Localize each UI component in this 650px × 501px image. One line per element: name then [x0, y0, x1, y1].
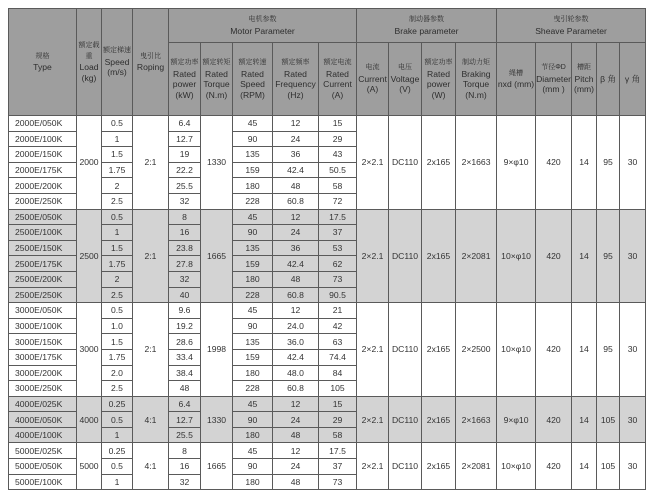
speed-cell: 0.5 — [102, 459, 133, 475]
beta-angle-cell: 95 — [597, 116, 620, 210]
rated-frequency-cell: 42.4 — [273, 256, 319, 272]
rated-frequency-cell: 12 — [273, 209, 319, 225]
rated-power-cell: 32 — [169, 271, 201, 287]
rated-current-cell: 74.4 — [319, 349, 357, 365]
groove-pitch-cell: 14 — [572, 209, 597, 303]
rated-frequency-cell: 48 — [273, 271, 319, 287]
header-en: Rated Frequency (Hz) — [275, 68, 316, 100]
rated-frequency-cell: 42.4 — [273, 349, 319, 365]
gamma-angle-cell: 30 — [620, 443, 646, 490]
rated-current-cell: 58 — [319, 178, 357, 194]
rated-power-cell: 16 — [169, 459, 201, 475]
gamma-angle-cell: 30 — [620, 303, 646, 397]
rated-power-cell: 19 — [169, 147, 201, 163]
groove-pitch-cell: 14 — [572, 396, 597, 443]
header-sheave-col — [620, 43, 646, 116]
roping-cell: 2:1 — [133, 303, 169, 397]
header-zh: 节径ΦD — [541, 64, 566, 72]
header-roping — [133, 9, 169, 116]
rated-power-cell: 12.7 — [169, 131, 201, 147]
rated-speed-cell: 180 — [233, 271, 273, 287]
header-zh: 曳引轮参数 — [553, 16, 589, 23]
table-row — [9, 303, 646, 319]
type-cell: 3000E/250K — [9, 381, 77, 397]
rated-power-cell: 16 — [169, 225, 201, 241]
type-cell: 4000E/050K — [9, 412, 77, 428]
header-en: nxd (mm) — [497, 79, 535, 89]
beta-angle-cell: 95 — [597, 209, 620, 303]
gamma-angle-cell: 30 — [620, 116, 646, 210]
rated-current-cell: 37 — [319, 459, 357, 475]
header-zh: 规格 — [35, 52, 50, 60]
rated-speed-cell: 135 — [233, 147, 273, 163]
speed-cell: 1 — [102, 131, 133, 147]
type-cell: 5000E/100K — [9, 474, 77, 490]
type-cell: 3000E/150K — [9, 334, 77, 350]
header-zh: 电压 — [398, 64, 413, 72]
speed-cell: 1 — [102, 427, 133, 443]
header-en: Type — [33, 62, 52, 72]
load-cell: 2500 — [77, 209, 102, 303]
rated-power-cell: 8 — [169, 443, 201, 459]
rated-torque-cell: 1998 — [201, 303, 233, 397]
rated-frequency-cell: 48 — [273, 427, 319, 443]
sheave-diameter-cell: 420 — [536, 303, 572, 397]
brake-power-cell: 2x165 — [422, 443, 456, 490]
speed-cell: 1 — [102, 225, 133, 241]
table-row — [9, 116, 646, 132]
header-speed — [102, 9, 133, 116]
header-en: Sheave Parameter — [535, 25, 607, 36]
rated-power-cell: 9.6 — [169, 303, 201, 319]
speed-cell: 2 — [102, 178, 133, 194]
rated-speed-cell: 180 — [233, 474, 273, 490]
rated-frequency-cell: 12 — [273, 443, 319, 459]
rated-speed-cell: 45 — [233, 209, 273, 225]
traction-machine-spec-table — [8, 8, 646, 490]
rated-current-cell: 62 — [319, 256, 357, 272]
rated-current-cell: 50.5 — [319, 162, 357, 178]
rated-power-cell: 33.4 — [169, 349, 201, 365]
rated-current-cell: 105 — [319, 381, 357, 397]
speed-cell: 2.0 — [102, 365, 133, 381]
header-zh: 电流 — [365, 64, 380, 72]
beta-angle-cell: 105 — [597, 396, 620, 443]
rated-frequency-cell: 48 — [273, 474, 319, 490]
rated-speed-cell: 135 — [233, 240, 273, 256]
type-cell: 2500E/250K — [9, 287, 77, 303]
type-cell: 2500E/100K — [9, 225, 77, 241]
header-zh: 电机参数 — [248, 16, 277, 23]
rated-current-cell: 84 — [319, 365, 357, 381]
type-cell: 2000E/250K — [9, 193, 77, 209]
sheave-diameter-cell: 420 — [536, 443, 572, 490]
braking-torque-cell: 2×2081 — [456, 443, 497, 490]
header-zh: 额定梯速 — [103, 47, 131, 55]
rated-frequency-cell: 24 — [273, 131, 319, 147]
rated-power-cell: 40 — [169, 287, 201, 303]
braking-torque-cell: 2×2500 — [456, 303, 497, 397]
rated-frequency-cell: 12 — [273, 396, 319, 412]
rated-frequency-cell: 24 — [273, 459, 319, 475]
header-en: Voltage (V) — [390, 73, 420, 95]
load-cell: 3000 — [77, 303, 102, 397]
speed-cell: 0.5 — [102, 209, 133, 225]
table-row — [9, 396, 646, 412]
rated-current-cell: 72 — [319, 193, 357, 209]
header-en: γ 角 — [624, 73, 641, 84]
rated-torque-cell: 1330 — [201, 396, 233, 443]
brake-current-cell: 2×2.1 — [357, 396, 389, 443]
gamma-angle-cell: 30 — [620, 209, 646, 303]
rated-frequency-cell: 60.8 — [273, 381, 319, 397]
rated-current-cell: 42 — [319, 318, 357, 334]
rated-speed-cell: 159 — [233, 256, 273, 272]
rated-current-cell: 58 — [319, 427, 357, 443]
header-en: Rated Speed (RPM) — [240, 68, 265, 100]
rated-power-cell: 32 — [169, 474, 201, 490]
rated-speed-cell: 45 — [233, 116, 273, 132]
rated-frequency-cell: 24 — [273, 225, 319, 241]
rated-power-cell: 32 — [169, 193, 201, 209]
header-sheave-group — [497, 9, 646, 43]
rated-power-cell: 28.6 — [169, 334, 201, 350]
rated-speed-cell: 228 — [233, 193, 273, 209]
rated-speed-cell: 135 — [233, 334, 273, 350]
rated-speed-cell: 228 — [233, 381, 273, 397]
rated-power-cell: 38.4 — [169, 365, 201, 381]
rated-torque-cell: 1665 — [201, 209, 233, 303]
sheave-diameter-cell: 420 — [536, 116, 572, 210]
rated-speed-cell: 45 — [233, 303, 273, 319]
header-type — [9, 9, 77, 116]
brake-power-cell: 2x165 — [422, 396, 456, 443]
rated-power-cell: 8 — [169, 209, 201, 225]
brake-current-cell: 2×2.1 — [357, 209, 389, 303]
rated-torque-cell: 1665 — [201, 443, 233, 490]
header-zh: 额定频率 — [281, 59, 310, 66]
speed-cell: 1.5 — [102, 147, 133, 163]
rope-groove-cell: 10×φ10 — [497, 303, 536, 397]
rated-frequency-cell: 36.0 — [273, 334, 319, 350]
rated-power-cell: 25.5 — [169, 178, 201, 194]
load-cell: 4000 — [77, 396, 102, 443]
type-cell: 2000E/100K — [9, 131, 77, 147]
header-motor-group — [169, 9, 357, 43]
brake-power-cell: 2x165 — [422, 303, 456, 397]
rated-current-cell: 43 — [319, 147, 357, 163]
header-brake-col — [456, 43, 497, 116]
brake-power-cell: 2x165 — [422, 209, 456, 303]
type-cell: 2000E/050K — [9, 116, 77, 132]
brake-voltage-cell: DC110 — [389, 443, 422, 490]
header-motor-col — [319, 43, 357, 116]
rated-current-cell: 73 — [319, 474, 357, 490]
header-en: Diameter (mm ) — [536, 73, 571, 95]
rated-power-cell: 25.5 — [169, 427, 201, 443]
brake-voltage-cell: DC110 — [389, 209, 422, 303]
rated-speed-cell: 45 — [233, 443, 273, 459]
rated-speed-cell: 180 — [233, 427, 273, 443]
speed-cell: 0.5 — [102, 303, 133, 319]
rated-current-cell: 17.5 — [319, 209, 357, 225]
table-row — [9, 443, 646, 459]
header-brake-col — [389, 43, 422, 116]
header-motor-col — [169, 43, 201, 116]
speed-cell: 2.5 — [102, 287, 133, 303]
header-zh: 额定功率 — [424, 59, 453, 66]
speed-cell: 0.5 — [102, 412, 133, 428]
rated-power-cell: 22.2 — [169, 162, 201, 178]
header-load — [77, 9, 102, 116]
header-sheave-col — [497, 43, 536, 116]
speed-cell: 1 — [102, 474, 133, 490]
type-cell: 2000E/200K — [9, 178, 77, 194]
header-en: Rated power (kW) — [172, 68, 197, 100]
speed-cell: 1.75 — [102, 349, 133, 365]
header-zh: 额定功率 — [170, 59, 199, 66]
rated-power-cell: 6.4 — [169, 116, 201, 132]
type-cell: 3000E/175K — [9, 349, 77, 365]
rated-speed-cell: 180 — [233, 178, 273, 194]
header-motor-col — [201, 43, 233, 116]
load-cell: 2000 — [77, 116, 102, 210]
rated-speed-cell: 228 — [233, 287, 273, 303]
rated-speed-cell: 90 — [233, 318, 273, 334]
rated-speed-cell: 90 — [233, 225, 273, 241]
header-zh: 绳槽 — [509, 69, 524, 77]
rated-frequency-cell: 42.4 — [273, 162, 319, 178]
speed-cell: 1.75 — [102, 162, 133, 178]
type-cell: 3000E/200K — [9, 365, 77, 381]
rated-speed-cell: 45 — [233, 396, 273, 412]
speed-cell: 0.25 — [102, 443, 133, 459]
speed-cell: 1.5 — [102, 240, 133, 256]
braking-torque-cell: 2×2081 — [456, 209, 497, 303]
rated-power-cell: 48 — [169, 381, 201, 397]
rated-current-cell: 73 — [319, 271, 357, 287]
rope-groove-cell: 10×φ10 — [497, 443, 536, 490]
header-zh: 曳引比 — [140, 52, 161, 60]
speed-cell: 2 — [102, 271, 133, 287]
header-zh: 槽距 — [577, 64, 592, 72]
rated-power-cell: 27.8 — [169, 256, 201, 272]
rated-torque-cell: 1330 — [201, 116, 233, 210]
type-cell: 2500E/150K — [9, 240, 77, 256]
header-brake-col — [422, 43, 456, 116]
rated-current-cell: 29 — [319, 131, 357, 147]
brake-voltage-cell: DC110 — [389, 396, 422, 443]
rope-groove-cell: 9×φ10 — [497, 116, 536, 210]
roping-cell: 2:1 — [133, 116, 169, 210]
rated-current-cell: 29 — [319, 412, 357, 428]
type-cell: 3000E/100K — [9, 318, 77, 334]
groove-pitch-cell: 14 — [572, 116, 597, 210]
header-zh: 额定转速 — [238, 59, 267, 66]
roping-cell: 4:1 — [133, 396, 169, 443]
rated-current-cell: 37 — [319, 225, 357, 241]
rated-frequency-cell: 12 — [273, 303, 319, 319]
header-en: Braking Torque (N.m) — [461, 68, 491, 100]
header-sheave-col — [572, 43, 597, 116]
header-brake-col — [357, 43, 389, 116]
rated-speed-cell: 90 — [233, 459, 273, 475]
speed-cell: 2.5 — [102, 381, 133, 397]
rope-groove-cell: 10×φ10 — [497, 209, 536, 303]
header-en: Speed (m/s) — [104, 56, 130, 78]
header-sheave-col — [597, 43, 620, 116]
header-en: Current (A) — [358, 73, 387, 95]
rated-speed-cell: 159 — [233, 162, 273, 178]
brake-voltage-cell: DC110 — [389, 303, 422, 397]
rated-power-cell: 6.4 — [169, 396, 201, 412]
header-en: β 角 — [600, 73, 616, 84]
header-en: Pitch (mm) — [574, 73, 595, 95]
rated-power-cell: 19.2 — [169, 318, 201, 334]
header-en: Rated Torque (N.m) — [203, 68, 230, 100]
rated-frequency-cell: 48 — [273, 178, 319, 194]
header-sheave-col — [536, 43, 572, 116]
rated-speed-cell: 159 — [233, 349, 273, 365]
gamma-angle-cell: 30 — [620, 396, 646, 443]
header-en: Motor Parameter — [230, 25, 295, 36]
rated-current-cell: 21 — [319, 303, 357, 319]
rated-speed-cell: 180 — [233, 365, 273, 381]
rated-current-cell: 15 — [319, 116, 357, 132]
load-cell: 5000 — [77, 443, 102, 490]
speed-cell: 1.0 — [102, 318, 133, 334]
rated-frequency-cell: 48.0 — [273, 365, 319, 381]
type-cell: 3000E/050K — [9, 303, 77, 319]
rated-frequency-cell: 12 — [273, 116, 319, 132]
rated-power-cell: 12.7 — [169, 412, 201, 428]
header-zh: 制动力矩 — [462, 59, 491, 66]
type-cell: 4000E/025K — [9, 396, 77, 412]
header-zh: 制动器参数 — [409, 16, 445, 23]
groove-pitch-cell: 14 — [572, 443, 597, 490]
table-row — [9, 209, 646, 225]
type-cell: 2000E/150K — [9, 147, 77, 163]
header-zh: 额定转矩 — [202, 59, 231, 66]
brake-current-cell: 2×2.1 — [357, 116, 389, 210]
header-brake-group — [357, 9, 497, 43]
brake-current-cell: 2×2.1 — [357, 303, 389, 397]
speed-cell: 0.5 — [102, 116, 133, 132]
braking-torque-cell: 2×1663 — [456, 396, 497, 443]
type-cell: 2000E/175K — [9, 162, 77, 178]
header-en: Load (kg) — [79, 62, 99, 83]
rated-frequency-cell: 24 — [273, 412, 319, 428]
rated-current-cell: 63 — [319, 334, 357, 350]
rated-current-cell: 17.5 — [319, 443, 357, 459]
rated-current-cell: 53 — [319, 240, 357, 256]
header-motor-col — [233, 43, 273, 116]
header-motor-col — [273, 43, 319, 116]
groove-pitch-cell: 14 — [572, 303, 597, 397]
beta-angle-cell: 105 — [597, 443, 620, 490]
type-cell: 2500E/175K — [9, 256, 77, 272]
header-zh: 额定载重 — [78, 42, 100, 60]
rated-frequency-cell: 24.0 — [273, 318, 319, 334]
rated-speed-cell: 90 — [233, 412, 273, 428]
type-cell: 2500E/200K — [9, 271, 77, 287]
rated-current-cell: 90.5 — [319, 287, 357, 303]
rated-frequency-cell: 60.8 — [273, 287, 319, 303]
roping-cell: 2:1 — [133, 209, 169, 303]
header-en: Rated power (W) — [426, 68, 451, 100]
speed-cell: 0.25 — [102, 396, 133, 412]
braking-torque-cell: 2×1663 — [456, 116, 497, 210]
brake-current-cell: 2×2.1 — [357, 443, 389, 490]
type-cell: 2500E/050K — [9, 209, 77, 225]
rated-current-cell: 15 — [319, 396, 357, 412]
rated-speed-cell: 90 — [233, 131, 273, 147]
rated-frequency-cell: 36 — [273, 240, 319, 256]
rated-frequency-cell: 60.8 — [273, 193, 319, 209]
sheave-diameter-cell: 420 — [536, 396, 572, 443]
header-en: Brake parameter — [394, 25, 459, 36]
type-cell: 5000E/050K — [9, 459, 77, 475]
speed-cell: 2.5 — [102, 193, 133, 209]
header-en: Rated Current (A) — [323, 68, 352, 100]
rope-groove-cell: 9×φ10 — [497, 396, 536, 443]
sheave-diameter-cell: 420 — [536, 209, 572, 303]
speed-cell: 1.5 — [102, 334, 133, 350]
header-en: Roping — [136, 62, 165, 72]
type-cell: 5000E/025K — [9, 443, 77, 459]
header-zh: 额定电流 — [323, 59, 352, 66]
rated-power-cell: 23.8 — [169, 240, 201, 256]
type-cell: 4000E/100K — [9, 427, 77, 443]
rated-frequency-cell: 36 — [273, 147, 319, 163]
speed-cell: 1.75 — [102, 256, 133, 272]
roping-cell: 4:1 — [133, 443, 169, 490]
brake-power-cell: 2x165 — [422, 116, 456, 210]
beta-angle-cell: 95 — [597, 303, 620, 397]
brake-voltage-cell: DC110 — [389, 116, 422, 210]
